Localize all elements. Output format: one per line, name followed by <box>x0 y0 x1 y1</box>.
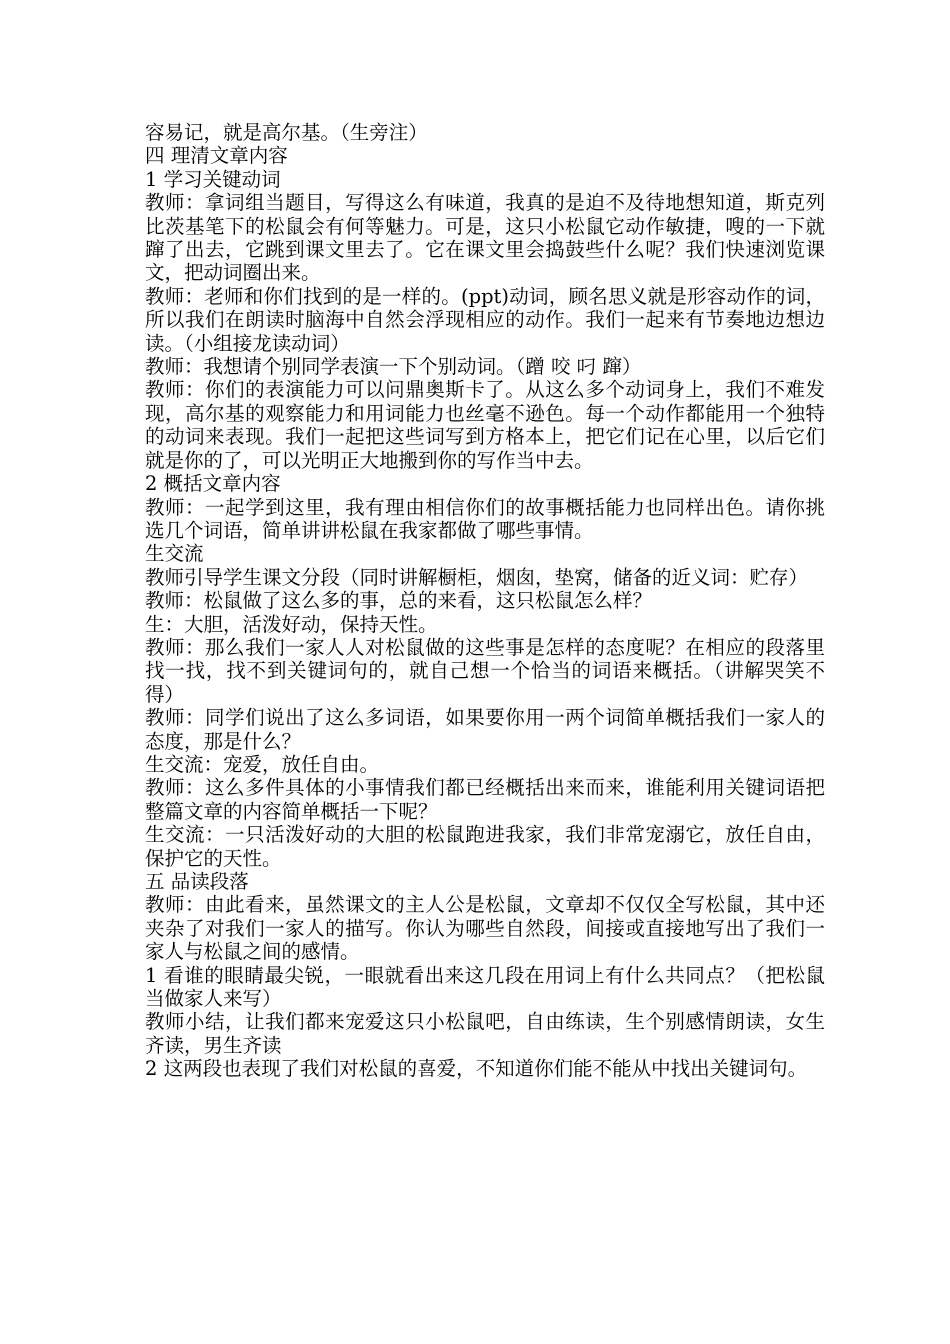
paragraph: 教师：由此看来，虽然课文的主人公是松鼠，文章却不仅仅全写松鼠，其中还夹杂了对我们一家人的描写。你认为哪些自然段，间接或直接地写出了我们一家人与松鼠之间的感情。 <box>145 893 825 964</box>
paragraph: 生：大胆，活泼好动，保持天性。 <box>145 612 438 636</box>
paragraph: 教师：这么多件具体的小事情我们都已经概括出来而来，谁能利用关键词语把整篇文章的内容简单概括一下呢？ <box>145 776 825 823</box>
paragraph: 教师：一起学到这里，我有理由相信你们的故事概括能力也同样出色。请你挑选几个词语，简单讲讲松鼠在我家都做了哪些事情。 <box>145 495 825 542</box>
document-body <box>145 121 825 1081</box>
paragraph: 教师：同学们说出了这么多词语，如果要你用一两个词简单概括我们一家人的态度，那是什么？ <box>145 706 825 753</box>
paragraph: 生交流：宠爱，放任自由。 <box>145 752 380 776</box>
section-heading: 五 品读段落 <box>145 870 249 893</box>
paragraph: 教师引导学生课文分段（同时讲解橱柜，烟囱，垫窝，储备的近义词：贮存） <box>145 565 809 589</box>
paragraph: 教师：那么我们一家人人对松鼠做的这些事是怎样的态度呢？在相应的段落里找一找，找不到关键词句的，就自己想一个恰当的词语来概括。（讲解哭笑不得） <box>145 635 825 706</box>
paragraph: 教师小结，让我们都来宠爱这只小松鼠吧，自由练读，生个别感情朗读，女生齐读，男生齐读 <box>145 1010 825 1057</box>
subsection-heading: 2 概括文章内容 <box>145 472 281 496</box>
paragraph: 教师：你们的表演能力可以问鼎奥斯卡了。从这么多个动词身上，我们不难发现，高尔基的观察能力和用词能力也丝毫不逊色。每一个动作都能用一个独特的动词来表现。我们一起把这些词写到方格本上，把它们记在心里，以后它们就是你的了，可以光明正大地搬到你的写作当中去。 <box>145 378 825 472</box>
paragraph: 教师：松鼠做了这么多的事，总的来看，这只松鼠怎么样？ <box>145 589 653 613</box>
paragraph: 容易记，就是高尔基。（生旁注） <box>145 121 428 144</box>
paragraph: 生交流：一只活泼好动的大胆的松鼠跑进我家，我们非常宠溺它，放任自由，保护它的天性。 <box>145 823 825 870</box>
paragraph: 生交流 <box>145 542 204 566</box>
section-heading: 四 理清文章内容 <box>145 144 288 168</box>
subsection-heading: 1 学习关键动词 <box>145 167 281 191</box>
paragraph: 教师：拿词组当题目，写得这么有味道，我真的是迫不及待地想知道，斯克列比茨基笔下的松鼠会有何等魅力。可是，这只小松鼠它动作敏捷，嗖的一下就蹿了出去，它跳到课文里去了。它在课文里会捣鼓些什么呢？我们快速浏览课文，把动词圈出来。 <box>145 191 825 285</box>
paragraph: 教师：我想请个别同学表演一下个别动词。（蹭 咬 叼 蹿） <box>145 355 642 379</box>
paragraph: 2 这两段也表现了我们对松鼠的喜爱，不知道你们能不能从中找出关键词句。 <box>145 1057 808 1081</box>
paragraph: 教师：老师和你们找到的是一样的。(ppt)动词，顾名思义就是形容动作的词，所以我们在朗读时脑海中自然会浮现相应的动作。我们一起来有节奏地边想边读。（小组接龙读动词） <box>145 284 825 355</box>
paragraph: 1 看谁的眼睛最尖锐，一眼就看出来这几段在用词上有什么共同点？（把松鼠当做家人来写） <box>145 963 825 1011</box>
